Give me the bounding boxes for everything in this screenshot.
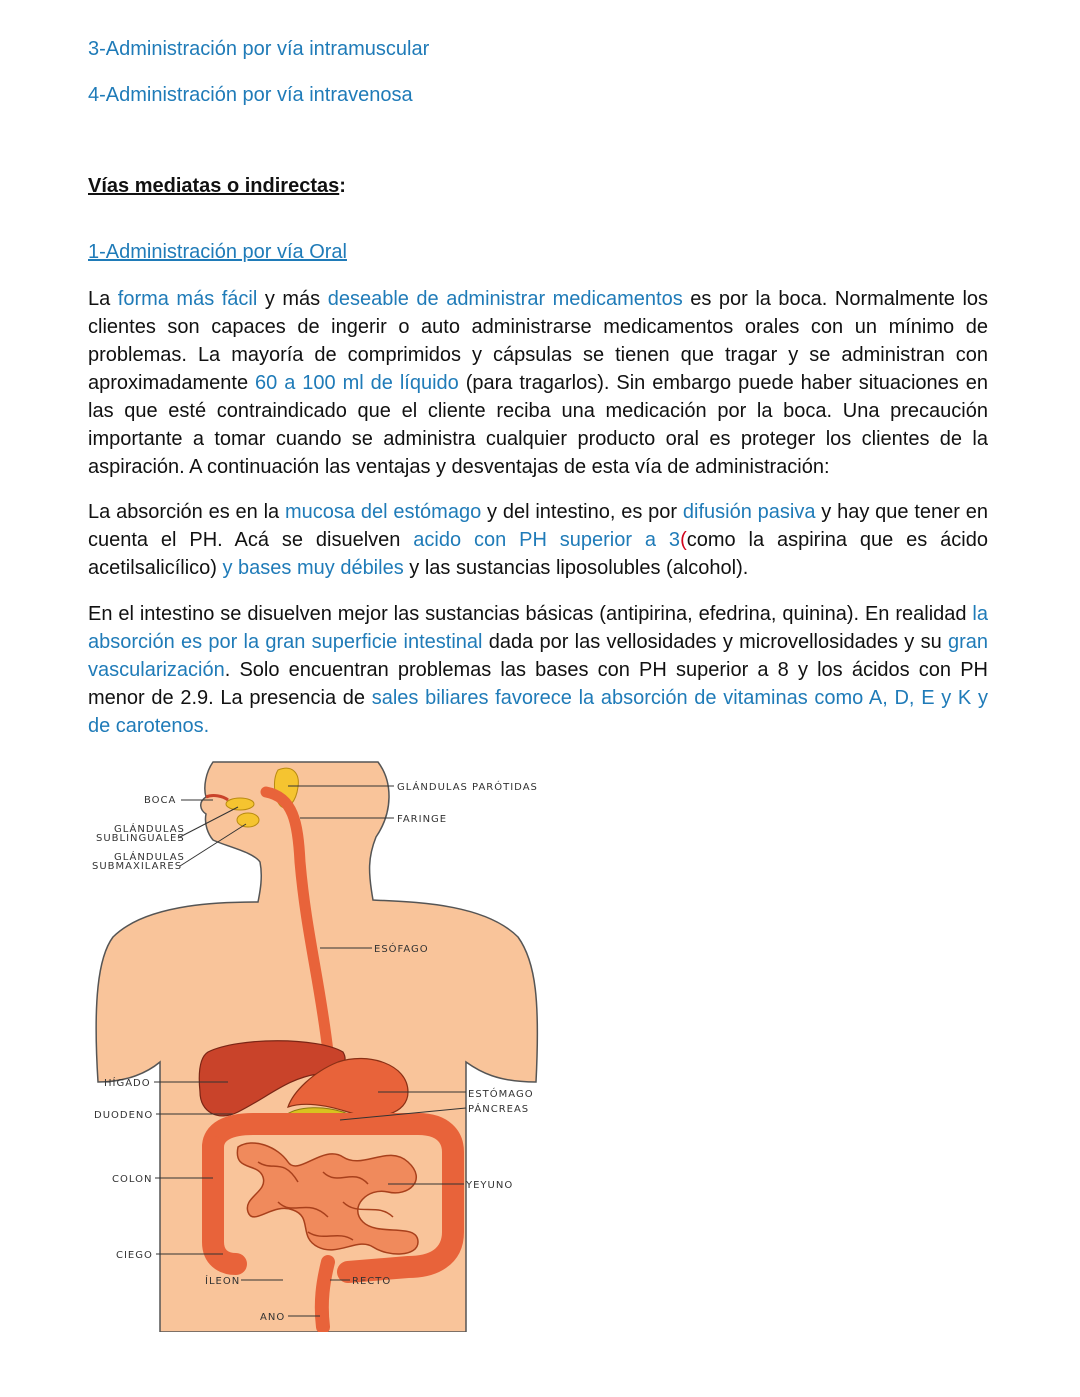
label-glandulas-submaxilares-1: GLÁNDULAS	[114, 852, 185, 863]
paragraph-oral-intro	[88, 285, 988, 481]
highlight-span: deseable de administrar medicamentos	[327, 288, 683, 310]
label-ileon: ÍLEON	[205, 1276, 241, 1287]
highlight-span: sales biliares favorece la absorción de vitaminas como A, D, E y K y de carotenos.	[88, 687, 988, 737]
section-heading	[88, 175, 346, 198]
label-glandulas-parotidas: GLÁNDULAS PARÓTIDAS	[397, 782, 538, 793]
red-span: (	[680, 529, 687, 551]
text-span: como la aspirina que es ácido acetilsalicílico)	[88, 529, 988, 579]
rectum-shape	[322, 1262, 328, 1327]
highlight-span: gran vascularización	[88, 631, 988, 681]
label-faringe: FARINGE	[397, 814, 448, 825]
digestive-system-figure	[88, 752, 548, 1332]
highlight-span: y bases muy débiles	[216, 557, 404, 579]
highlight-span: 60 a 100 ml de líquido	[255, 372, 459, 394]
label-esofago: ESÓFAGO	[374, 944, 429, 955]
text-span: y más	[257, 288, 328, 310]
label-boca: BOCA	[144, 795, 177, 806]
text-span: y las sustancias liposolubles (alcohol).	[403, 557, 749, 579]
label-glandulas-submaxilares-2: SUBMAXILARES	[92, 861, 183, 872]
section-heading-text: Vías mediatas o indirectas	[88, 175, 340, 197]
label-colon: COLON	[112, 1174, 153, 1185]
digestive-system-diagram	[88, 752, 548, 1332]
text-span: . Solo encuentran problemas las bases con PH superior a 8 y los ácidos con PH menor de 2.9. La presencia de	[88, 659, 988, 709]
label-glandulas-sublinguales-1: GLÁNDULAS	[114, 824, 185, 835]
label-recto: RECTO	[352, 1276, 392, 1287]
list-item-intramuscular: 3-Administración por vía intramuscular	[88, 38, 430, 60]
text-span: (para tragarlos). Sin embargo puede haber situaciones en las que esté contraindicado que el cliente reciba una medicación por la boca. Una precaución importante a tomar cuando se administra cualquier producto oral es proteger los clientes de la aspiración. A continuación las ventajas y desventajas de esta vía de administración:	[88, 372, 988, 478]
label-glandulas-sublinguales-2: SUBLINGUALES	[96, 833, 185, 844]
label-ciego: CIEGO	[116, 1250, 153, 1261]
highlight-span: difusión pasiva	[682, 501, 816, 523]
paragraph-absorcion	[88, 498, 988, 582]
paragraph-intestino	[88, 600, 988, 740]
label-ano: ANO	[260, 1312, 286, 1323]
text-span: La	[88, 288, 118, 310]
text-span: En el intestino se disuelven mejor las sustancias básicas (antipirina, efedrina, quinina). En realidad	[88, 603, 973, 625]
label-pancreas: PÁNCREAS	[468, 1104, 530, 1115]
section-heading-colon: :	[339, 175, 346, 197]
list-item-intravenosa: 4-Administración por vía intravenosa	[88, 84, 413, 106]
label-estomago: ESTÓMAGO	[468, 1089, 534, 1100]
text-span: es por la boca. Normalmente los clientes son capaces de ingerir o auto administrarse medicamentos orales con un mínimo de problemas. La mayoría de comprimidos y cápsulas se tienen que tragar y se administran con aproximadamente	[88, 288, 989, 394]
text-span: dada por las vellosidades y microvellosidades y su	[482, 631, 948, 653]
submaxillary-gland-shape	[237, 813, 259, 827]
text-span: y del intestino, es por	[481, 501, 683, 523]
highlight-span: mucosa del estómago	[285, 501, 482, 523]
highlight-span: forma más fácil	[117, 288, 258, 310]
sublingual-gland-shape	[226, 798, 254, 810]
label-higado: HÍGADO	[104, 1078, 151, 1089]
text-span: La absorción es en la	[88, 501, 285, 523]
label-duodeno: DUODENO	[94, 1110, 154, 1121]
label-yeyuno: YEYUNO	[466, 1180, 514, 1191]
text-span: y hay que tener en cuenta el PH. Acá se disuelven	[88, 501, 989, 551]
subheading-oral: 1-Administración por vía Oral	[88, 241, 347, 263]
highlight-span: acido con PH superior a 3	[413, 529, 681, 551]
highlight-span: la absorción es por la gran superficie intestinal	[88, 603, 988, 653]
